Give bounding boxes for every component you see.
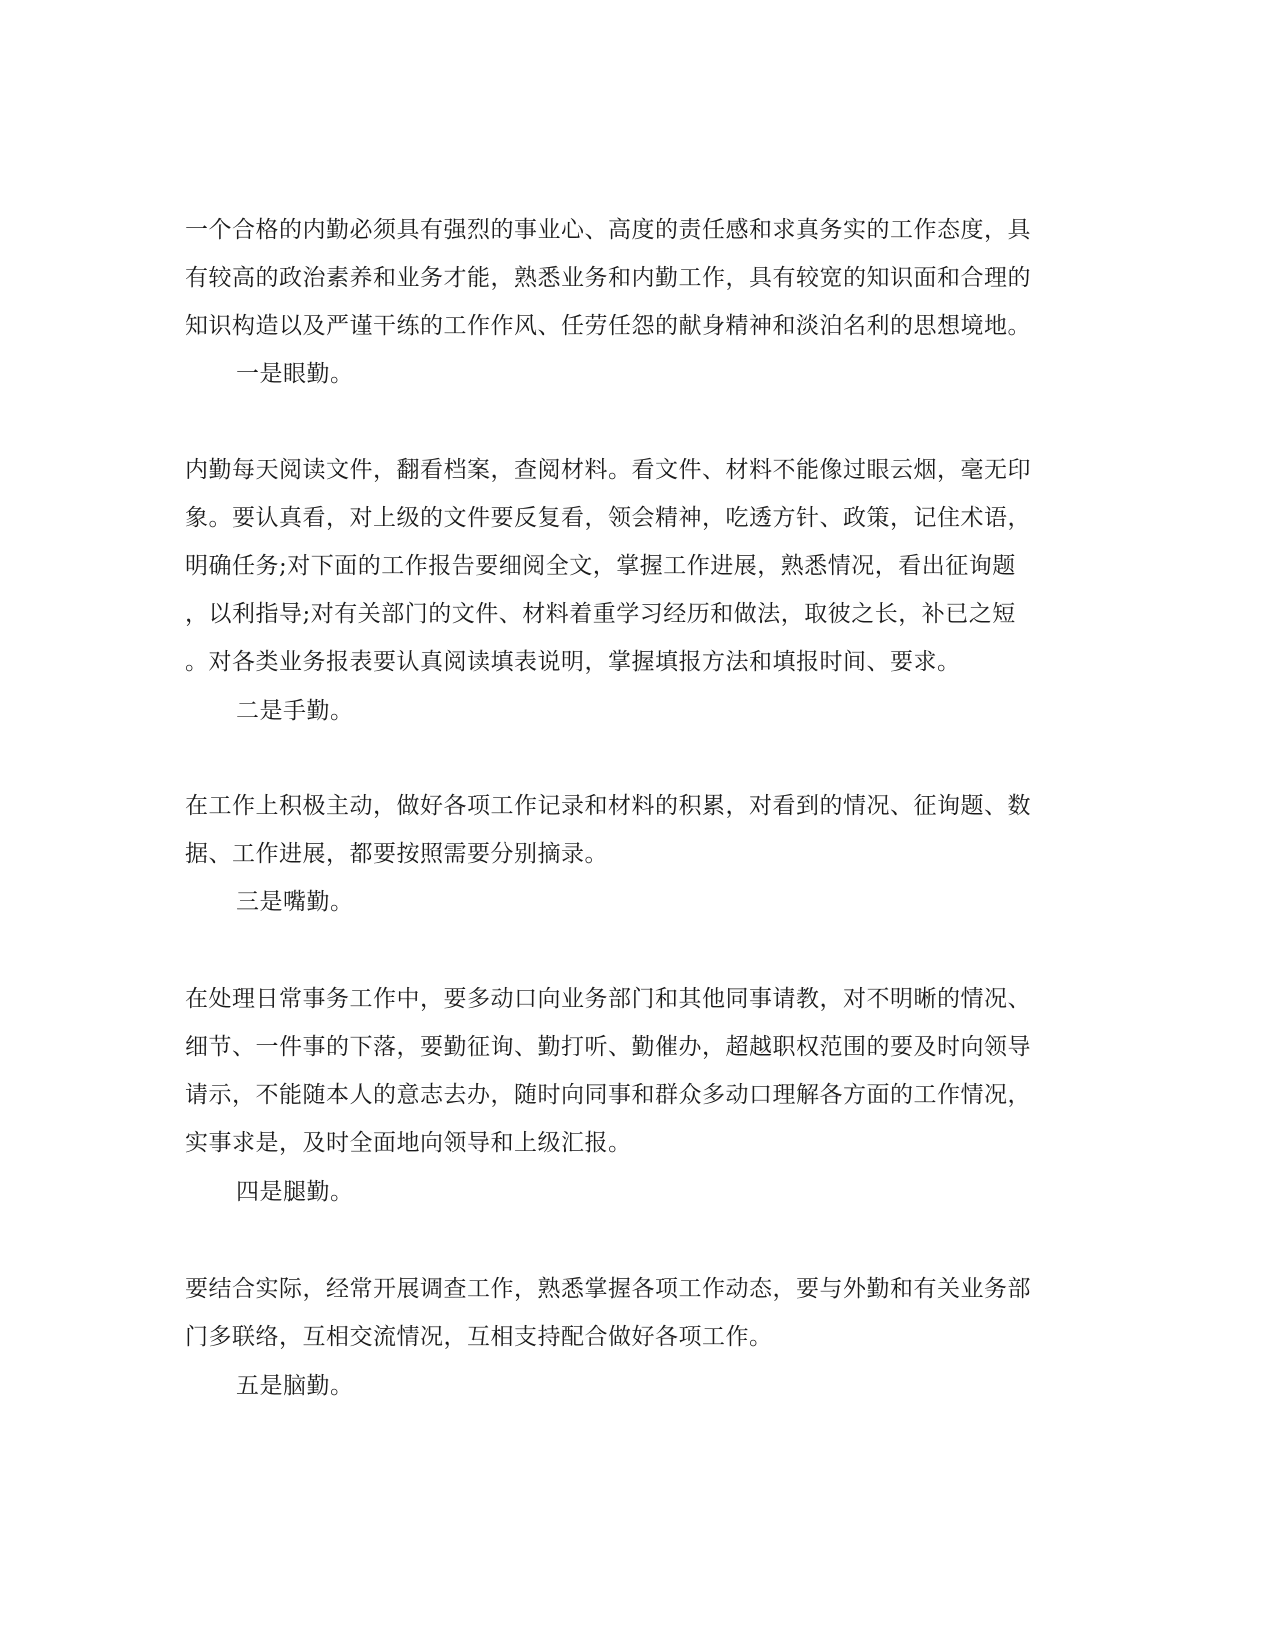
text-line: 在处理日常事务工作中，要多动口向业务部门和其他同事请教，对不明晰的情况、	[185, 986, 1031, 1012]
text-line: 在工作上积极主动，做好各项工作记录和材料的积累，对看到的情况、征询题、数	[185, 793, 1031, 819]
text-line: 门多联络，互相交流情况，互相支持配合做好各项工作。	[185, 1324, 773, 1350]
section-heading-hand: 二是手勤。	[236, 698, 354, 724]
paragraph-mouth	[185, 975, 1085, 1167]
text-line: 内勤每天阅读文件，翻看档案，查阅材料。看文件、材料不能像过眼云烟，毫无印	[185, 457, 1031, 483]
text-line: 据、工作进展，都要按照需要分别摘录。	[185, 841, 608, 867]
text-line: 实事求是，及时全面地向领导和上级汇报。	[185, 1130, 632, 1156]
paragraph-leg	[185, 1265, 1085, 1361]
paragraph-intro	[185, 206, 1085, 350]
section-heading-leg: 四是腿勤。	[236, 1179, 354, 1205]
text-line: 。对各类业务报表要认真阅读填表说明，掌握填报方法和填报时间、要求。	[185, 649, 961, 675]
text-line: 请示，不能随本人的意志去办，随时向同事和群众多动口理解各方面的工作情况，	[185, 1082, 1031, 1108]
section-heading-eye: 一是眼勤。	[236, 361, 354, 387]
paragraph-hand	[185, 782, 1085, 878]
section-heading-brain: 五是脑勤。	[236, 1373, 354, 1399]
text-line: ，以利指导;对有关部门的文件、材料着重学习经历和做法，取彼之长，补已之短	[185, 601, 1016, 627]
text-line: 明确任务;对下面的工作报告要细阅全文，掌握工作进展，熟悉情况，看出征询题	[185, 553, 1016, 579]
text-line: 知识构造以及严谨干练的工作作风、任劳任怨的献身精神和淡泊名利的思想境地。	[185, 313, 1031, 339]
text-line: 细节、一件事的下落，要勤征询、勤打听、勤催办，超越职权范围的要及时向领导	[185, 1034, 1031, 1060]
text-line: 有较高的政治素养和业务才能，熟悉业务和内勤工作，具有较宽的知识面和合理的	[185, 265, 1031, 291]
text-line: 要结合实际，经常开展调查工作，熟悉掌握各项工作动态，要与外勤和有关业务部	[185, 1276, 1031, 1302]
text-line: 象。要认真看，对上级的文件要反复看，领会精神，吃透方针、政策，记住术语，	[185, 505, 1031, 531]
section-heading-mouth: 三是嘴勤。	[236, 889, 354, 915]
text-line: 一个合格的内勤必须具有强烈的事业心、高度的责任感和求真务实的工作态度，具	[185, 217, 1031, 243]
paragraph-eye	[185, 446, 1085, 686]
